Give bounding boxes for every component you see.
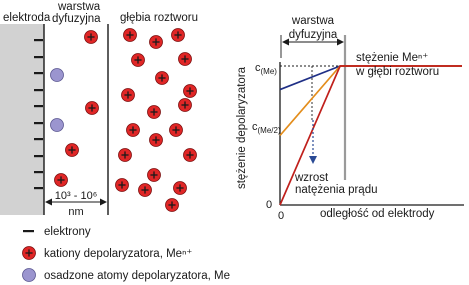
cation <box>156 72 169 85</box>
electron-marker <box>34 122 43 124</box>
cation <box>150 134 163 147</box>
cation <box>148 106 161 119</box>
cation <box>184 85 197 98</box>
electron-marker <box>34 72 43 74</box>
cation <box>55 174 68 187</box>
cation <box>119 149 132 162</box>
cation <box>150 36 163 49</box>
electrode-label: elektroda <box>3 12 51 24</box>
cation <box>179 99 192 112</box>
cation <box>179 53 192 66</box>
x-tick-zero: 0 <box>278 210 285 222</box>
electron-marker <box>34 187 43 189</box>
cation <box>184 149 197 162</box>
legend-cations-label: kationy depolaryzatora, Meⁿ⁺ <box>44 248 193 260</box>
diffusion-layer-label-line2: dyfuzyjna <box>52 13 101 25</box>
y-axis-label: stężenie depolaryzatora <box>236 66 248 190</box>
electron-marker <box>34 39 43 41</box>
bulk-concentration-label-line1: stężenie Meⁿ⁺ <box>356 52 429 64</box>
y-tick-zero: 0 <box>266 199 273 211</box>
electron-marker <box>34 56 43 58</box>
bulk-solution-label: głębia roztworu <box>120 12 198 24</box>
electrode <box>0 24 44 215</box>
thickness-label-line1: 10³ - 10⁶ <box>54 190 98 202</box>
electron-marker <box>34 171 43 173</box>
bulk-concentration-label-line2: w głębi roztworu <box>356 66 440 78</box>
electron-marker <box>34 89 43 91</box>
y-tick-c-me: $c_{(Me)}$ <box>255 62 277 76</box>
cation <box>132 54 145 67</box>
diffusion-layer-label-line1: warstwa <box>58 1 101 13</box>
electron-marker <box>34 138 43 140</box>
cation <box>116 179 129 192</box>
electron-marker <box>34 155 43 157</box>
x-axis-label: odległość od elektrody <box>320 208 435 220</box>
cation <box>124 29 137 42</box>
legend-adatom-symbol <box>23 269 36 282</box>
current-increase-label-line1: wzrost <box>295 172 329 184</box>
cation <box>172 29 185 42</box>
deposited-atoms <box>51 69 64 132</box>
cation <box>170 124 183 137</box>
cation <box>174 182 187 195</box>
cation <box>85 31 98 44</box>
cation <box>148 169 161 182</box>
thickness-label-line2: nm <box>68 206 84 218</box>
cation <box>122 89 135 102</box>
chart-diffusion-label-line2: dyfuzyjna <box>288 29 338 41</box>
cation <box>166 199 179 212</box>
chart-diffusion-label-line1: warstwa <box>291 15 335 27</box>
cation <box>66 144 79 157</box>
electron-marker <box>34 105 43 107</box>
cation <box>86 102 99 115</box>
cation <box>139 184 152 197</box>
legend-cation-marker <box>23 247 36 260</box>
deposited-atom <box>51 69 64 82</box>
cations <box>55 29 197 212</box>
y-tick-c-me-half: $c_{(Me/2)}$ <box>252 121 281 135</box>
legend-cation-symbol <box>23 247 36 260</box>
cation <box>127 124 140 137</box>
current-increase-label-line2: natężenia prądu <box>295 184 378 196</box>
legend-electrons-label: elektrony <box>44 226 91 238</box>
legend-electron-symbol <box>23 230 34 232</box>
deposited-atom <box>51 119 64 132</box>
legend-adatoms-label: osadzone atomy depolaryzatora, Me <box>44 270 231 282</box>
